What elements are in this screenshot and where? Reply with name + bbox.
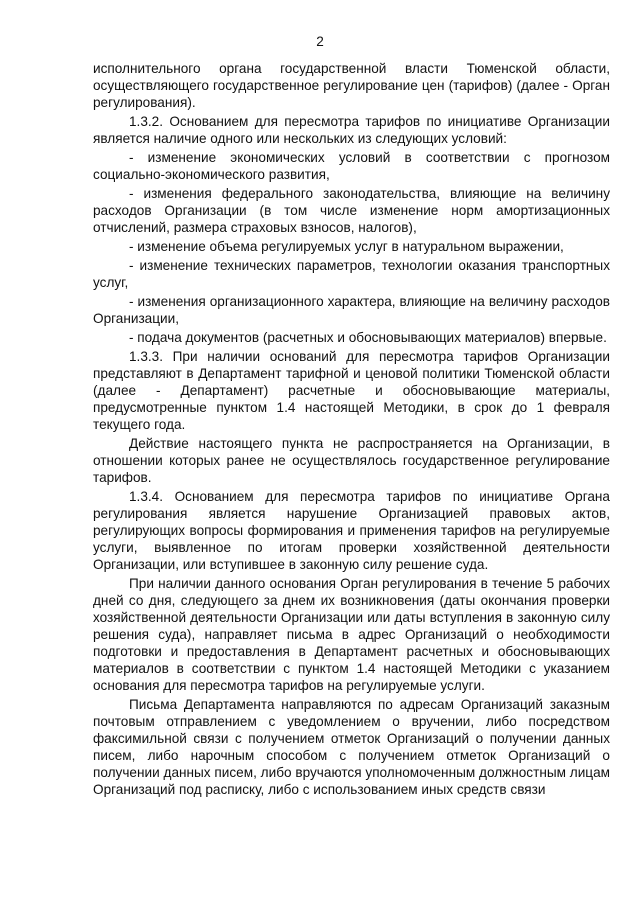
list-item: - изменение технических параметров, технологии оказания транспортных услуг, [93,258,610,290]
list-item: - изменения федерального законодательства, влияющие на величину расходов Организации (в том числе изменение норм амортизационных отчислений, размера страховых взносов, налогов), [93,186,610,235]
list-item: - изменение экономических условий в соответствии с прогнозом социально-экономического развития, [93,150,610,182]
paragraph: Действие настоящего пункта не распространяется на Организации, в отношении которых ранее не осуществлялось государственное регулирование тарифов. [93,436,610,485]
paragraph-1-3-3: 1.3.3. При наличии оснований для пересмотра тарифов Организации представляют в Департамент тарифной и ценовой политики Тюменской области (далее - Департамент) расчетные и обосновывающие материалы, предусмотренные пунктом 1.4 настоящей Методики, в срок до 1 февраля текущего года. [93,349,610,432]
paragraph-1-3-2: 1.3.2. Основанием для пересмотра тарифов по инициативе Организации является наличие одного или нескольких из следующих условий: [93,114,610,146]
list-item: - изменение объема регулируемых услуг в натуральном выражении, [129,239,564,254]
paragraph-1-3-4: 1.3.4. Основанием для пересмотра тарифов по инициативе Органа регулирования является нарушение Организацией правовых актов, регулирующих вопросы формирования и применения тарифов на регулируемые услуги, выявленное по итогам проверки хозяйственной деятельности Организации, или вступившее в законную силу решение суда. [93,489,610,572]
paragraph: исполнительного органа государственной власти Тюменской области, осуществляющего государственное регулирование цен (тарифов) (далее - Орган регулирования). [93,61,610,110]
paragraph: При наличии данного основания Орган регулирования в течение 5 рабочих дней со дня, следующего за днем их возникновения (даты окончания проверки хозяйственной деятельности Организации или даты вступления в законную силу решения суда), направляет письма в адрес Организаций о необходимости подготовки и предоставления в Департамент расчетных и обосновывающих материалов в соответствии с пунктом 1.4 настоящей Методики с указанием основания для пересмотра тарифов на регулируемые услуги. [93,576,610,693]
page-number: 2 [316,34,324,49]
document-body [93,60,610,800]
list-item: - изменения организационного характера, влияющие на величину расходов Организации, [93,294,610,326]
paragraph: Письма Департамента направляются по адресам Организаций заказным почтовым отправлением с уведомлением о вручении, либо посредством факсимильной связи с получением отметок Организаций о получении данных писем, либо нарочным способом с получением отметок Организаций о получении данных писем, либо вручаются уполномоченным должностным лицам Организаций под расписку, либо с использованием иных средств связи [93,697,610,797]
list-item: - подача документов (расчетных и обосновывающих материалов) впервые. [129,330,607,345]
